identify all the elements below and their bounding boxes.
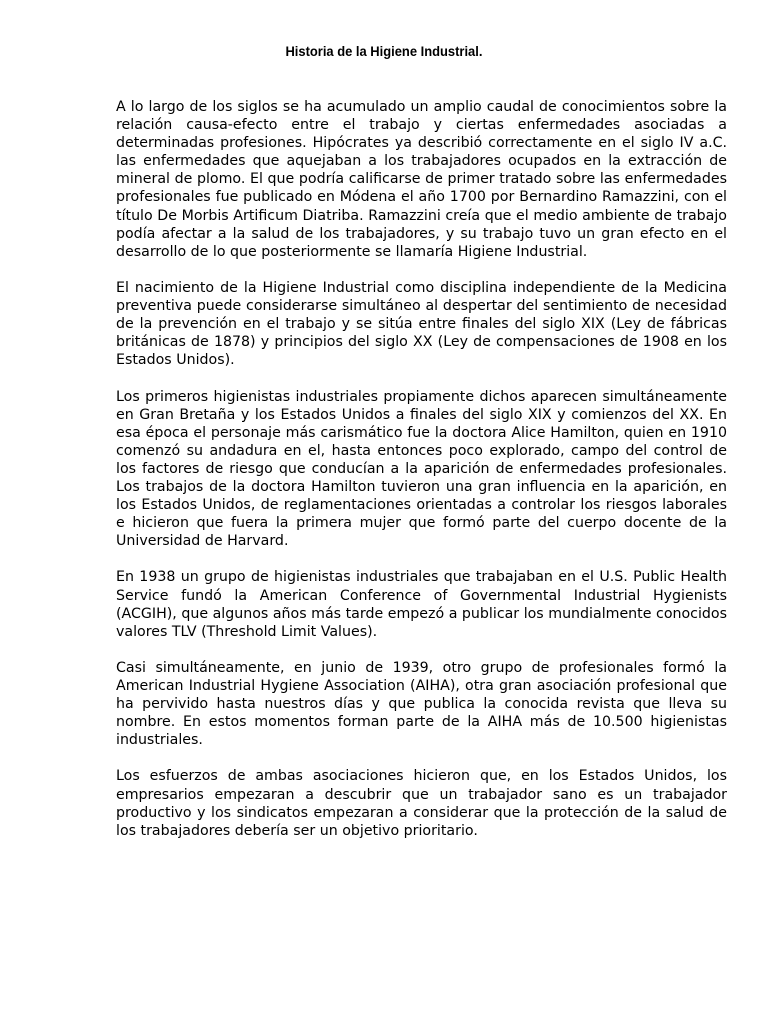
document-body <box>116 98 727 858</box>
paragraph-1: A lo largo de los siglos se ha acumulado un amplio caudal de conocimientos sobre la relación causa-efecto entre el trabajo y ciertas enfermedades asociadas a determinadas profesiones. Hipócrates ya describió correctamente en el siglo IV a.C. las enfermedades que aquejaban a los trabajadores ocupados en la extracción de mineral de plomo. El que podría calificarse de primer tratado sobre las enfermedades profesionales fue publicado en Módena el año 1700 por Bernardino Ramazzini, con el título De Morbis Artificum Diatriba. Ramazzini creía que el medio ambiente de trabajo podía afectar a la salud de los trabajadores, y su trabajo tuvo un gran efecto en el desarrollo de lo que posteriormente se llamaría Higiene Industrial. <box>116 99 727 260</box>
document-title: Historia de la Higiene Industrial. <box>285 44 483 60</box>
paragraph-6: Los esfuerzos de ambas asociaciones hicieron que, en los Estados Unidos, los empresarios empezaran a descubrir que un trabajador sano es un trabajador productivo y los sindicatos empezaran a considerar que la protección de la salud de los trabajadores debería ser un objetivo prioritario. <box>116 768 727 839</box>
paragraph-2: El nacimiento de la Higiene Industrial como disciplina independiente de la Medicina preventiva puede considerarse simultáneo al despertar del sentimiento de necesidad de la prevención en el trabajo y se sitúa entre finales del siglo XIX (Ley de fábricas británicas de 1878) y principios del siglo XX (Ley de compensaciones de 1908 en los Estados Unidos). <box>116 279 727 369</box>
paragraph-5: Casi simultáneamente, en junio de 1939, otro grupo de profesionales formó la American Industrial Hygiene Association (AIHA), otra gran asociación profesional que ha pervivido hasta nuestros días y que publica la conocida revista que lleva su nombre. En estos momentos forman parte de la AIHA más de 10.500 higienistas industriales. <box>116 659 727 749</box>
paragraph-4: En 1938 un grupo de higienistas industriales que trabajaban en el U.S. Public Health Service fundó la American Conference of Governmental Industrial Hygienists (ACGIH), que algunos años más tarde empezó a publicar los mundialmente conocidos valores TLV (Threshold Limit Values). <box>116 569 727 640</box>
paragraph-3: Los primeros higienistas industriales propiamente dichos aparecen simultáneamente en Gran Bretaña y los Estados Unidos a finales del siglo XIX y comienzos del XX. En esa época el personaje más carismático fue la doctora Alice Hamilton, quien en 1910 comenzó su andadura en el, hasta entonces poco explorado, campo del control de los factores de riesgo que conducían a la aparición de enfermedades profesionales. Los trabajos de la doctora Hamilton tuvieron una gran influencia en la aparición, en los Estados Unidos, de reglamentaciones orientadas a controlar los riesgos laborales e hicieron que fuera la primera mujer que formó parte del cuerpo docente de la Universidad de Harvard. <box>116 388 727 550</box>
